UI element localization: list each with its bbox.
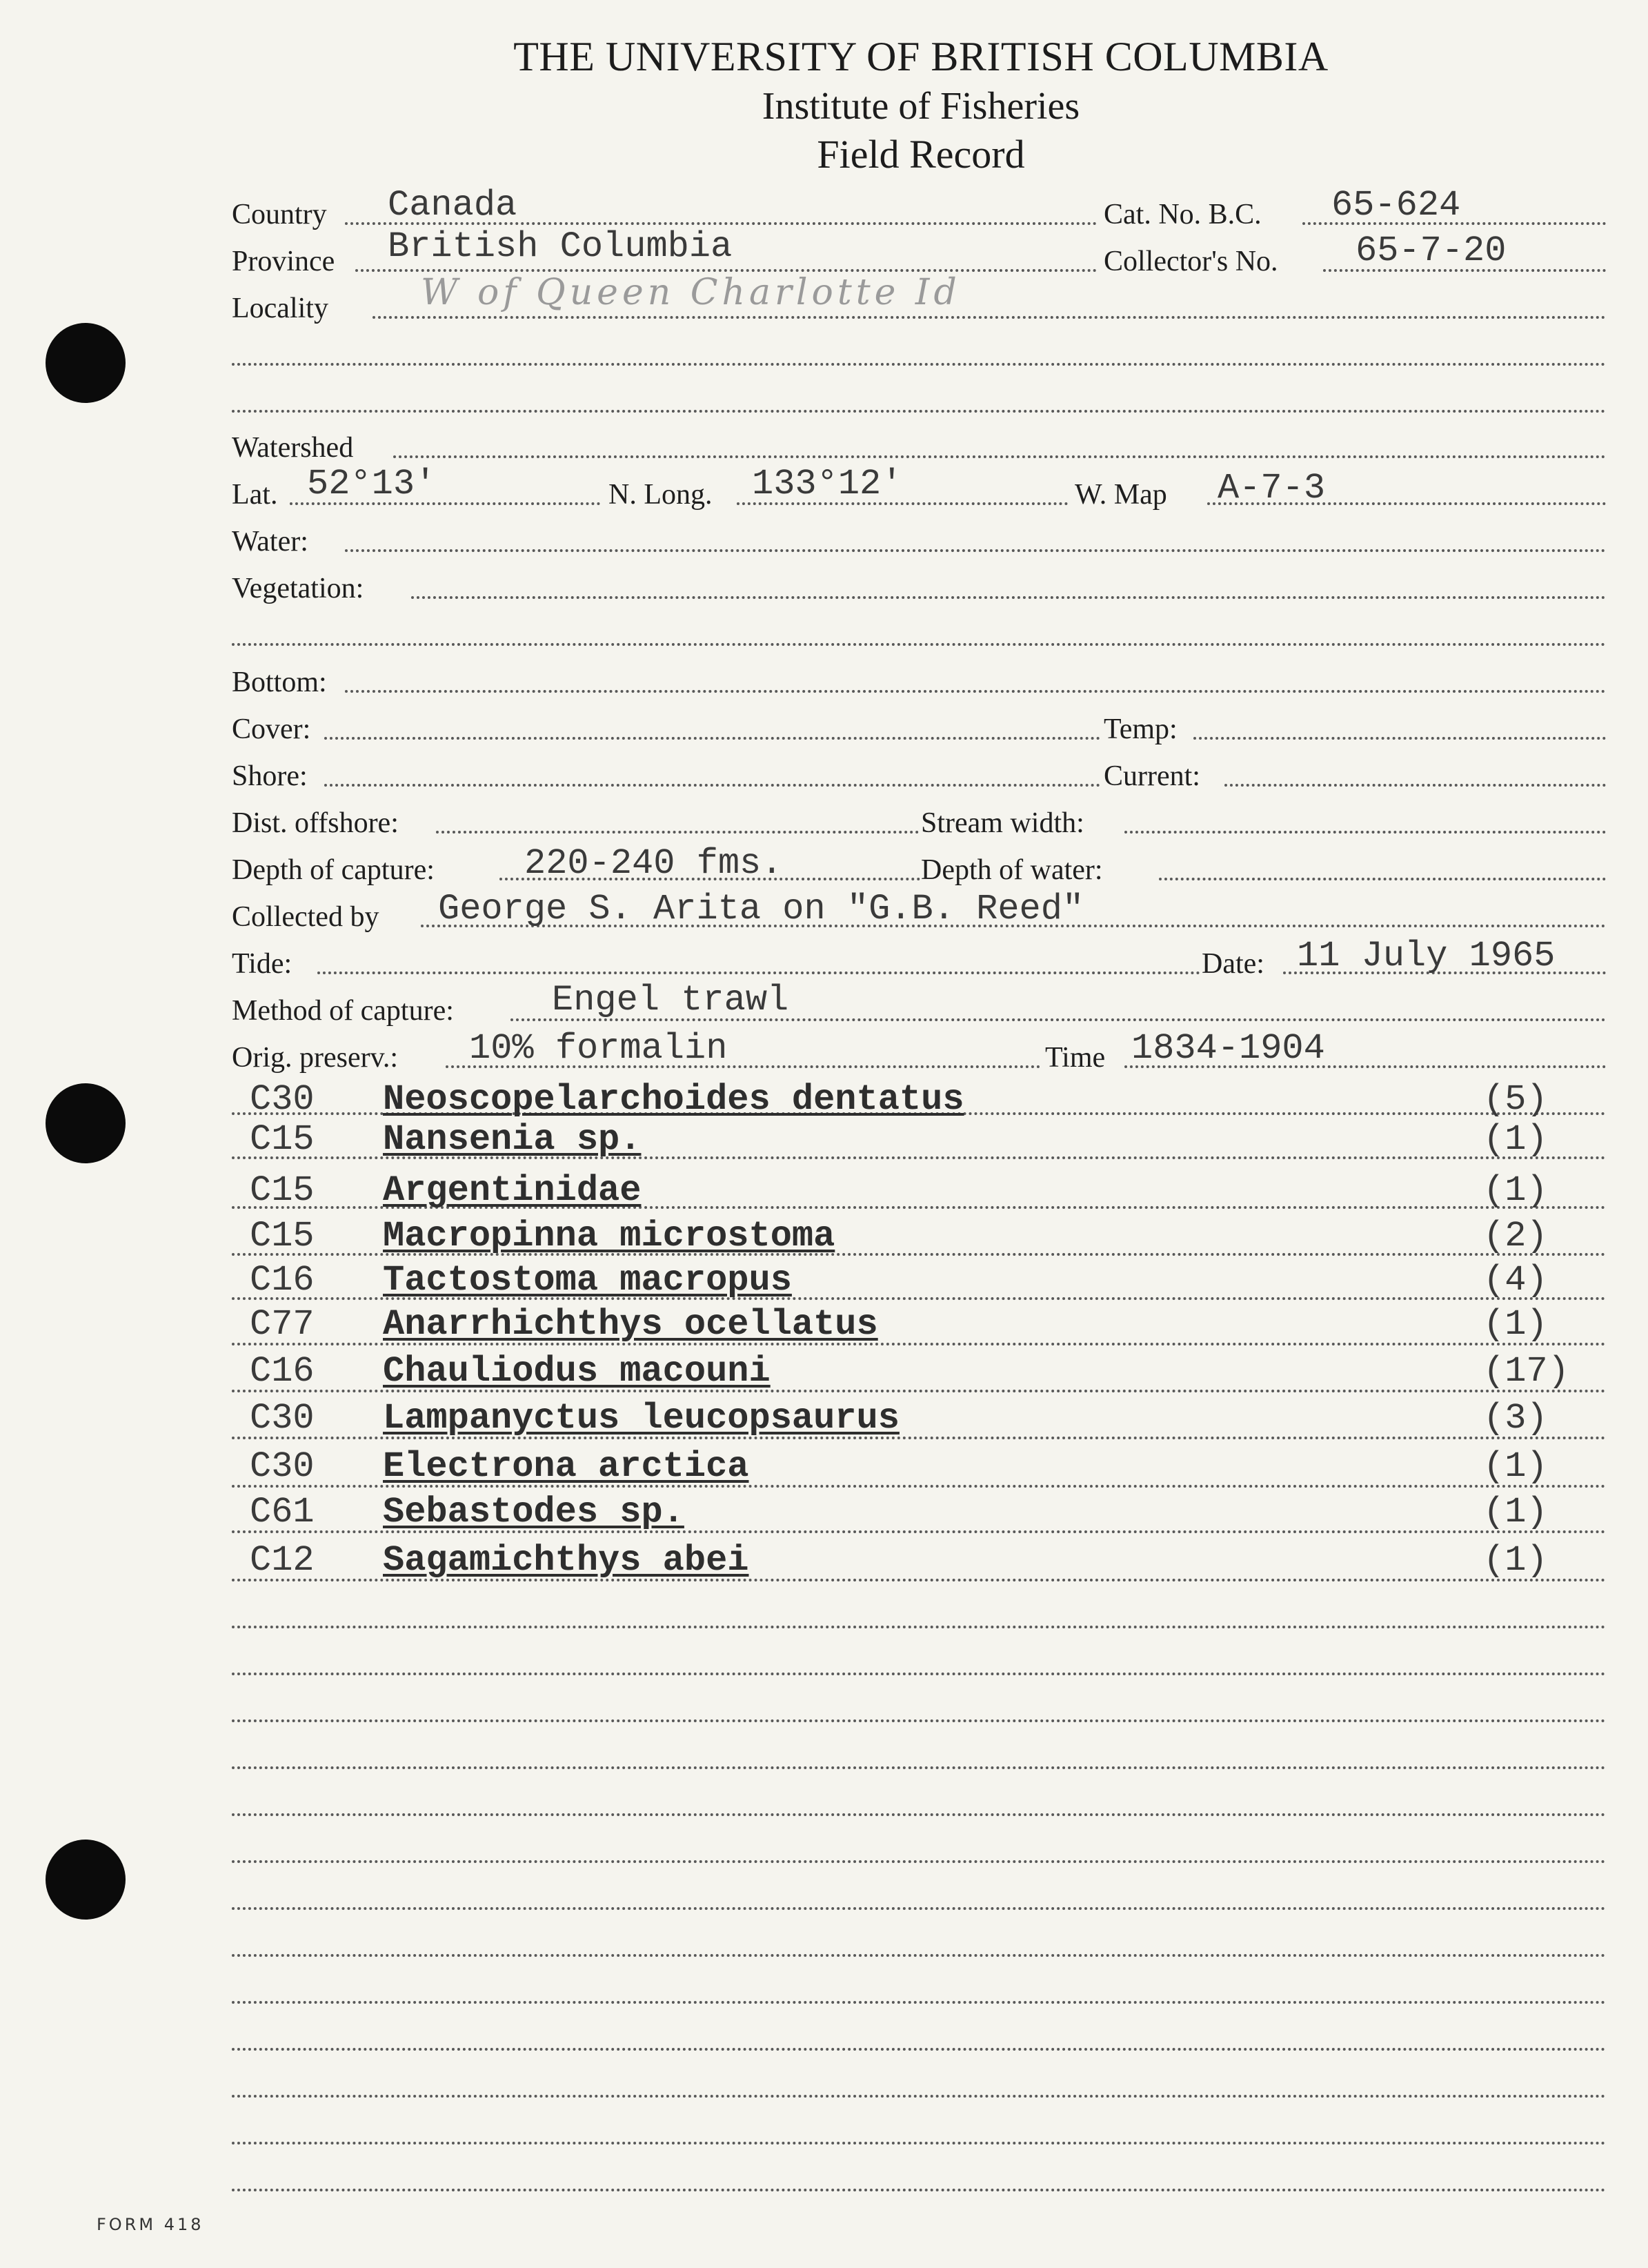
map-value: A-7-3 — [1218, 468, 1326, 509]
specimen-code: C30 — [250, 1398, 315, 1439]
blank-line — [232, 2048, 1606, 2051]
depth-water-label: Depth of water: — [921, 854, 1103, 886]
locality-value-handwritten: W of Queen Charlotte Id — [421, 272, 961, 313]
blank-line — [232, 1719, 1606, 1722]
collector-no-label: Collector's No. — [1104, 246, 1278, 277]
locality-line-3 — [232, 410, 1606, 413]
specimen-count: (5) — [1483, 1079, 1548, 1120]
specimen-code: C16 — [250, 1260, 315, 1301]
water-label: Water: — [232, 526, 308, 558]
collected-by-value: George S. Arita on "G.B. Reed" — [438, 889, 1084, 929]
stream-width-line — [1124, 831, 1606, 834]
dist-offshore-label: Dist. offshore: — [232, 807, 399, 839]
date-value: 11 July 1965 — [1297, 936, 1556, 976]
specimen-count: (2) — [1483, 1216, 1548, 1256]
time-value: 1834-1904 — [1131, 1028, 1325, 1069]
locality-line-2 — [232, 363, 1606, 366]
province-value: British Columbia — [388, 226, 733, 267]
vegetation-label: Vegetation: — [232, 573, 364, 604]
specimen-name: Macropinna microstoma — [383, 1216, 835, 1256]
temp-label: Temp: — [1104, 713, 1178, 745]
form-title: Field Record — [817, 132, 1025, 177]
tide-line — [317, 972, 1200, 974]
form-number: FORM 418 — [97, 2215, 204, 2234]
specimen-count: (4) — [1483, 1260, 1548, 1301]
punch-hole-bottom — [46, 1840, 126, 1920]
blank-line — [232, 2142, 1606, 2144]
collected-by-label: Collected by — [232, 901, 379, 933]
specimen-count: (1) — [1483, 1446, 1548, 1487]
lat-value: 52°13' — [307, 464, 437, 504]
specimen-name: Tactostoma macropus — [383, 1260, 792, 1301]
orig-preserv-label: Orig. preserv.: — [232, 1042, 399, 1074]
specimen-name: Sebastodes sp. — [383, 1492, 684, 1532]
specimen-count: (1) — [1483, 1540, 1548, 1581]
w-map-label: W. Map — [1075, 479, 1167, 511]
bottom-line — [345, 690, 1606, 693]
specimen-name: Sagamichthys abei — [383, 1540, 749, 1581]
locality-line — [373, 316, 1606, 319]
method-value: Engel trawl — [552, 980, 789, 1020]
specimen-name: Lampanyctus leucopsaurus — [383, 1398, 900, 1439]
punch-hole-middle — [46, 1083, 126, 1163]
temp-line — [1193, 737, 1606, 740]
specimen-count: (17) — [1483, 1351, 1569, 1392]
vegetation-line-2 — [232, 643, 1606, 646]
country-value: Canada — [388, 185, 517, 226]
specimen-code: C30 — [250, 1446, 315, 1487]
water-line — [345, 549, 1606, 552]
specimen-code: C77 — [250, 1304, 315, 1345]
blank-line — [232, 2189, 1606, 2191]
cat-no-value: 65-624 — [1331, 185, 1461, 226]
shore-label: Shore: — [232, 760, 308, 792]
blank-line — [232, 2001, 1606, 2004]
time-label: Time — [1045, 1042, 1106, 1074]
blank-line — [232, 1673, 1606, 1675]
institute-subtitle: Institute of Fisheries — [762, 85, 1080, 128]
dist-offshore-line — [436, 831, 919, 834]
watershed-label: Watershed — [232, 432, 354, 464]
blank-line — [232, 2095, 1606, 2098]
cover-label: Cover: — [232, 713, 311, 745]
specimen-count: (1) — [1483, 1304, 1548, 1345]
depth-water-line — [1159, 878, 1606, 880]
stream-width-label: Stream width: — [921, 807, 1084, 839]
vegetation-line — [411, 596, 1606, 599]
tide-label: Tide: — [232, 948, 292, 980]
lat-label: Lat. — [232, 479, 278, 511]
specimen-code: C30 — [250, 1079, 315, 1120]
blank-line — [232, 1860, 1606, 1863]
locality-label: Locality — [232, 293, 328, 324]
specimen-count: (1) — [1483, 1170, 1548, 1211]
watershed-line — [393, 455, 1606, 458]
blank-line — [232, 1907, 1606, 1910]
n-long-label: N. Long. — [608, 479, 713, 511]
specimen-code: C15 — [250, 1170, 315, 1211]
depth-capture-value: 220-240 fms. — [524, 843, 783, 884]
punch-hole-top — [46, 323, 126, 403]
shore-line — [324, 784, 1100, 787]
specimen-count: (1) — [1483, 1119, 1548, 1160]
depth-capture-label: Depth of capture: — [232, 854, 435, 886]
institution-title: THE UNIVERSITY OF BRITISH COLUMBIA — [513, 34, 1329, 79]
specimen-code: C15 — [250, 1119, 315, 1160]
specimen-name: Electrona arctica — [383, 1446, 749, 1487]
long-value: 133°12' — [752, 464, 903, 504]
date-label: Date: — [1202, 948, 1264, 980]
current-line — [1224, 784, 1606, 787]
specimen-count: (3) — [1483, 1398, 1548, 1439]
blank-line — [232, 1813, 1606, 1816]
specimen-name: Neoscopelarchoides dentatus — [383, 1079, 964, 1120]
specimen-name: Nansenia sp. — [383, 1119, 642, 1160]
specimen-code: C16 — [250, 1351, 315, 1392]
blank-line — [232, 1954, 1606, 1957]
cover-line — [324, 737, 1100, 740]
method-label: Method of capture: — [232, 995, 454, 1027]
specimen-count: (1) — [1483, 1492, 1548, 1532]
specimen-name: Anarrhichthys ocellatus — [383, 1304, 878, 1345]
orig-preserv-value: 10% formalin — [469, 1028, 728, 1069]
country-label: Country — [232, 199, 327, 230]
blank-line — [232, 1766, 1606, 1769]
specimen-code: C15 — [250, 1216, 315, 1256]
bottom-label: Bottom: — [232, 667, 327, 698]
current-label: Current: — [1104, 760, 1200, 792]
collector-no-value: 65-7-20 — [1356, 230, 1507, 271]
specimen-code: C12 — [250, 1540, 315, 1581]
specimen-name: Argentinidae — [383, 1170, 642, 1211]
specimen-code: C61 — [250, 1492, 315, 1532]
cat-no-label: Cat. No. B.C. — [1104, 199, 1262, 230]
province-label: Province — [232, 246, 335, 277]
blank-line — [232, 1626, 1606, 1628]
specimen-name: Chauliodus macouni — [383, 1351, 771, 1392]
